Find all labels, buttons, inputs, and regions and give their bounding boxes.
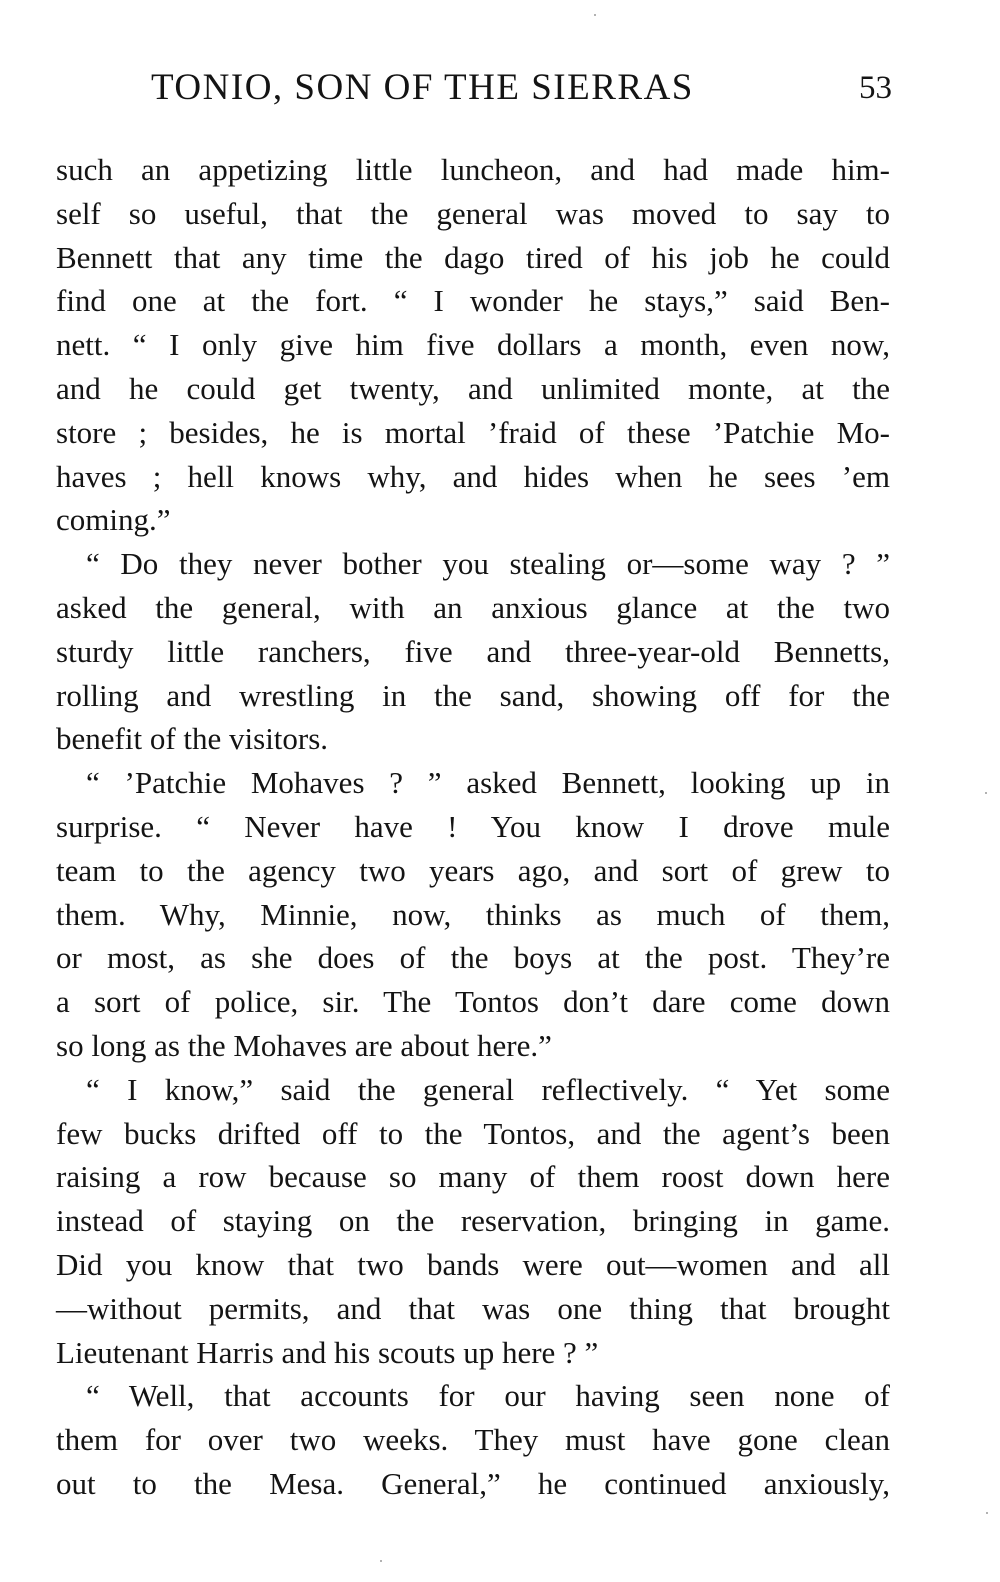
text-line: or most, as she does of the boys at the post. They’re (56, 940, 890, 976)
text-line: store ; besides, he is mortal ’fraid of these ’Patchie Mo- (56, 414, 890, 450)
text-line: “ Well, that accounts for our having seen none of (86, 1378, 890, 1414)
text-line: such an appetizing little luncheon, and had made him- (56, 152, 890, 187)
paper-speck (380, 1560, 382, 1562)
running-title: TONIO, SON OF THE SIERRAS (151, 67, 694, 108)
text-line: coming.” (56, 502, 171, 538)
text-line: self so useful, that the general was moved to say to (56, 195, 890, 231)
body-text (56, 148, 890, 1506)
paper-speck (594, 14, 596, 16)
text-line: “ ’Patchie Mohaves ? ” asked Bennett, looking up in (86, 765, 890, 801)
text-line: a sort of police, sir. The Tontos don’t dare come down (56, 984, 890, 1020)
text-line: instead of staying on the reservation, bringing in game. (56, 1203, 890, 1239)
text-line: Lieutenant Harris and his scouts up here ? ” (56, 1334, 599, 1370)
text-line: surprise. “ Never have ! You know I drove mule (56, 808, 890, 844)
text-line: —without permits, and that was one thing that brought (56, 1290, 890, 1326)
page-number: 53 (859, 70, 892, 106)
text-line: “ Do they never bother you stealing or—some way ? ” (86, 546, 890, 582)
text-line: Bennett that any time the dago tired of his job he could (56, 239, 890, 275)
text-line: out to the Mesa. General,” he continued anxiously, (56, 1465, 890, 1501)
text-line: nett. “ I only give him five dollars a month, even now, (56, 327, 890, 363)
running-header (56, 64, 892, 112)
text-line: benefit of the visitors. (56, 721, 329, 757)
text-line: few bucks drifted off to the Tontos, and the agent’s been (56, 1115, 890, 1151)
text-line: raising a row because so many of them roost down here (56, 1159, 890, 1195)
text-line: “ I know,” said the general reflectively. “ Yet some (86, 1071, 890, 1107)
text-line: them for over two weeks. They must have gone clean (56, 1422, 890, 1458)
text-line: rolling and wrestling in the sand, showing off for the (56, 677, 890, 713)
paper-speck (986, 1512, 988, 1514)
text-line: team to the agency two years ago, and sort of grew to (56, 852, 890, 888)
text-line: them. Why, Minnie, now, thinks as much of them, (56, 896, 890, 932)
text-line: haves ; hell knows why, and hides when he sees ’em (56, 458, 890, 494)
text-line: sturdy little ranchers, five and three-year-old Bennetts, (56, 633, 890, 669)
text-line: Did you know that two bands were out—women and all (56, 1246, 890, 1282)
text-line: so long as the Mohaves are about here.” (56, 1027, 552, 1063)
text-line: and he could get twenty, and unlimited monte, at the (56, 370, 890, 406)
paper-speck (985, 792, 987, 794)
text-line: find one at the fort. “ I wonder he stays,” said Ben- (56, 283, 890, 319)
text-line: asked the general, with an anxious glance at the two (56, 589, 890, 625)
